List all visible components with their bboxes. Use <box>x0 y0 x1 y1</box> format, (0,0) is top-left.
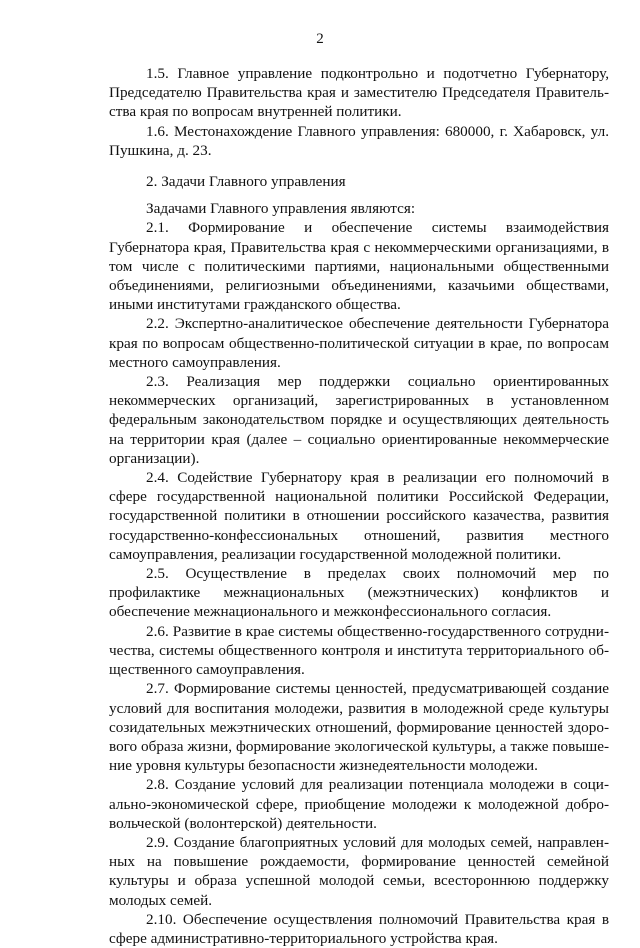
page-number: 2 <box>316 31 324 47</box>
task-2-2: 2.2. Экспертно-аналитическое обеспечение деятельности Губернатора края по вопросам общественно-политической ситуации в крае, по вопросам местного самоуправления. <box>109 315 609 371</box>
task-2-4: 2.4. Содействие Губернатору края в реализации его полномочий в сфере государственной национальной политики Российской Федерации, государственной политики в отношении российского казачества, развития государственно-конфессиональных отношений, развития местного самоуправления, реализации государственной молодежной политики. <box>109 469 609 563</box>
task-2-9: 2.9. Создание благоприятных условий для молодых семей, направленных на повышение рождаемости, формирование ценностей семейной культуры и образа успешной молодой семьи, всестороннюю поддержку молодых семей. <box>109 833 609 909</box>
section-heading: 2. Задачи Главного управления <box>146 173 346 191</box>
tasks-intro: Задачами Главного управления являются: <box>146 200 416 218</box>
task-2-7: 2.7. Формирование системы ценностей, предусматривающей создание условий для воспитания молодежи, развития в молодежной среде культуры созидательных межэтнических отношений, формирование ценностей здорового образа жизни, формирование экологической культуры, а также повышение уровня культуры безопасности жизнедеятельности молодежи. <box>109 680 609 775</box>
task-2-10: 2.10. Обеспечение осуществления полномочий Правительства края в сфере административно-территориального устройства края. <box>109 910 609 947</box>
task-2-5: 2.5. Осуществление в пределах своих полномочий мер по профилактике межнациональных (межэтнических) конфликтов и обеспечение межнационального и межконфессионального согласия. <box>109 565 609 621</box>
paragraph-1-5: 1.5. Главное управление подконтрольно и подотчетно Губернатору, Председателю Правительства края и заместителю Председателя Правительства края по вопросам внутренней политики. <box>109 65 609 121</box>
paragraph-1-6: 1.6. Местонахождение Главного управления: 680000, г. Хабаровск, ул. Пушкина, д. 23. <box>109 122 609 159</box>
document-body <box>109 64 609 948</box>
task-2-3: 2.3. Реализация мер поддержки социально ориентированных некоммерческих организаций, зарегистрированных в установленном федеральным законодательством порядке и осуществляющих деятельность на территории края (далее – социально ориентированные некоммерческие организации). <box>109 373 609 467</box>
task-2-8: 2.8. Создание условий для реализации потенциала молодежи в социально-экономической сфере, приобщение молодежи к молодежной добровольческой (волонтерской) деятельности. <box>109 776 609 832</box>
task-2-1: 2.1. Формирование и обеспечение системы взаимодействия Губернатора края, Правительства края с некоммерческими организациями, в том числе с политическими партиями, национальными общественными объединениями, религиозными объединениями, казачьими обществами, иными институтами гражданского общества. <box>109 219 609 314</box>
task-2-6: 2.6. Развитие в крае системы общественно-государственного сотрудничества, системы общественного контроля и института территориального общественного самоуправления. <box>109 622 609 679</box>
